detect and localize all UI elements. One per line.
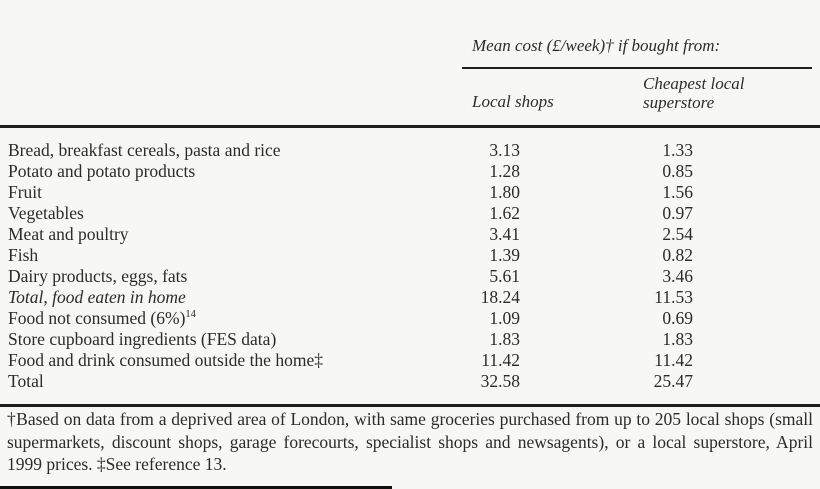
local-shops-value: 3.13 (489, 140, 520, 160)
local-shops-value: 1.28 (489, 161, 520, 181)
row-label: Potato and potato products (8, 161, 196, 181)
table-row (0, 140, 820, 161)
local-shops-value: 32.58 (480, 371, 520, 391)
row-label: Bread, breakfast cereals, pasta and rice (8, 140, 281, 160)
superstore-value: 0.97 (662, 203, 693, 223)
superstore-value: 2.54 (662, 224, 693, 244)
superstore-value: 0.69 (662, 308, 693, 328)
row-label: Dairy products, eggs, fats (8, 266, 188, 286)
row-label: Store cupboard ingredients (FES data) (8, 329, 277, 349)
header-rule (0, 125, 820, 128)
superstore-value: 3.46 (662, 266, 693, 286)
column-header-local-shops: Local shops (472, 92, 554, 111)
superstore-value: 1.56 (662, 182, 693, 202)
table-row (0, 266, 820, 287)
local-shops-value: 1.62 (489, 203, 520, 223)
row-right-margin (693, 161, 820, 182)
row-right-margin (693, 203, 820, 224)
spanner-header: Mean cost (£/week)† if bought from: (472, 36, 721, 55)
row-right-margin (693, 140, 820, 161)
local-shops-value: 18.24 (480, 287, 520, 307)
row-right-margin (693, 371, 820, 392)
superstore-value: 11.42 (654, 350, 693, 370)
local-shops-value: 3.41 (489, 224, 520, 244)
local-shops-value: 1.09 (489, 308, 520, 328)
superstore-value: 11.53 (654, 287, 693, 307)
superstore-value: 1.83 (662, 329, 693, 349)
row-right-margin (693, 329, 820, 350)
table-row (0, 371, 820, 392)
superstore-value: 25.47 (653, 371, 693, 391)
row-right-margin (693, 308, 820, 329)
row-right-margin (693, 287, 820, 308)
row-right-margin (693, 350, 820, 371)
local-shops-value: 1.39 (489, 245, 520, 265)
spanner-rule (462, 67, 812, 69)
local-shops-value: 1.83 (489, 329, 520, 349)
superstore-value: 0.85 (662, 161, 693, 181)
row-right-margin (693, 182, 820, 203)
row-right-margin (693, 266, 820, 287)
table-row (0, 161, 820, 182)
row-right-margin (693, 245, 820, 266)
row-label: Fish (8, 245, 39, 265)
table-footnote: †Based on data from a deprived area of London, with same groceries purchased from up to 205 local shops (small supermarkets, discount shops, garage forecourts, specialist shops and newsagents), or a local superstore, April 1999 prices. ‡See reference 13. (7, 409, 813, 474)
local-shops-value: 5.61 (489, 266, 520, 286)
table-row (0, 287, 820, 308)
row-label: Total, food eaten in home (8, 287, 186, 307)
footer-rule (0, 404, 820, 407)
superstore-value: 1.33 (662, 140, 693, 160)
table-row (0, 182, 820, 203)
table-row (0, 308, 820, 329)
row-label: Total (8, 371, 44, 391)
local-shops-value: 11.42 (481, 350, 520, 370)
table-row (0, 329, 820, 350)
row-label: Food and drink consumed outside the home‡ (8, 350, 323, 370)
superstore-value: 0.82 (662, 245, 693, 265)
row-label: Food not consumed $(6\%)^{14}$ (8, 308, 196, 328)
local-shops-value: 1.80 (489, 182, 520, 202)
row-label: Meat and poultry (8, 224, 129, 244)
table-row (0, 203, 820, 224)
row-right-margin (693, 224, 820, 245)
row-label: Vegetables (8, 203, 84, 223)
table-row (0, 350, 820, 371)
column-header-cheapest-superstore: Cheapest local superstore (643, 74, 745, 112)
table-body (0, 140, 820, 392)
row-label: Fruit (8, 182, 43, 202)
table-row (0, 245, 820, 266)
table-row (0, 224, 820, 245)
